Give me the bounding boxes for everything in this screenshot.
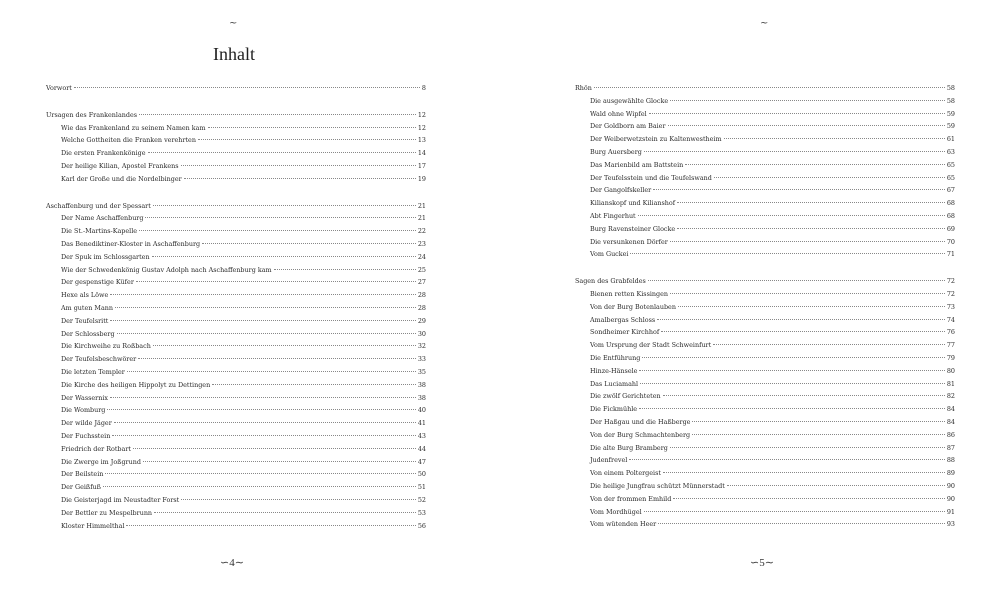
entry-title: Der Geißfuß [61, 483, 101, 492]
entry-page-number: 76 [946, 328, 955, 337]
dot-leader [714, 177, 945, 178]
toc-entry [575, 506, 955, 519]
toc-entry [575, 159, 955, 172]
dot-leader [640, 383, 945, 384]
toc-section [46, 109, 426, 186]
entry-title: Kilianskopf und Kilianshof [590, 199, 676, 208]
toc-entry [575, 301, 955, 314]
entry-page-number: 89 [946, 469, 955, 478]
entry-title: Die heilige Jungfrau schützt Münnerstadt [590, 481, 725, 490]
entry-title: Burg Auersberg [590, 147, 642, 156]
dot-leader [677, 202, 945, 203]
dot-leader [670, 447, 945, 448]
entry-page-number: 27 [417, 278, 426, 287]
dot-leader [212, 384, 416, 385]
dot-leader [114, 422, 416, 423]
toc-entry [575, 365, 955, 378]
entry-page-number: 72 [946, 277, 955, 286]
toc-left [46, 82, 426, 546]
toc-entry [46, 353, 426, 366]
entry-title: Wald ohne Wipfel [590, 109, 647, 118]
dot-leader [639, 370, 944, 371]
dot-leader [145, 217, 415, 218]
dot-leader [661, 331, 945, 332]
entry-page-number: 93 [946, 520, 955, 529]
entry-title: Die Geisterjagd im Neustadter Forst [61, 495, 180, 504]
dot-leader [154, 512, 416, 513]
entry-title: Die Entführung [590, 353, 641, 362]
entry-title: Bienen retten Kissingen [590, 289, 668, 298]
entry-page-number: 80 [946, 366, 955, 375]
page-number: ∽4∼ [220, 557, 244, 569]
entry-title: Von der Burg Schmachtenberg [590, 430, 691, 439]
dot-leader [657, 319, 945, 320]
entry-page-number: 82 [946, 392, 955, 401]
toc-entry [575, 352, 955, 365]
entry-title: Das Benediktiner-Kloster in Aschaffenburg [61, 239, 201, 248]
dot-leader [663, 472, 945, 473]
entry-title: Die St.-Martins-Kapelle [61, 227, 138, 236]
dot-leader [668, 125, 945, 126]
entry-page-number: 51 [417, 483, 426, 492]
entry-title: Von der frommen Emhild [590, 494, 672, 503]
entry-title: Von der Burg Botenlauben [590, 302, 676, 311]
entry-title: Der Haßgau und die Haßberge [590, 417, 691, 426]
dot-leader [152, 256, 416, 257]
entry-title: Friedrich der Rotbart [61, 444, 131, 453]
entry-page-number: 58 [946, 96, 955, 105]
toc-entry [575, 223, 955, 236]
entry-title: Die zwölf Gerichteten [590, 392, 661, 401]
toc-section [46, 200, 426, 533]
entry-title: Abt Fingerhut [590, 211, 636, 220]
entry-page-number: 44 [417, 444, 426, 453]
entry-page-number: 91 [946, 507, 955, 516]
entry-page-number: 59 [946, 109, 955, 118]
toc-section-heading [575, 82, 955, 95]
dot-leader [648, 280, 945, 281]
dot-leader [663, 395, 945, 396]
toc-entry [575, 326, 955, 339]
entry-title: Kloster Himmelthal [61, 521, 125, 530]
entry-page-number: 65 [946, 160, 955, 169]
entry-page-number: 30 [417, 329, 426, 338]
dot-leader [639, 408, 945, 409]
entry-page-number: 38 [417, 380, 426, 389]
toc-entry [575, 248, 955, 261]
dot-leader [112, 435, 416, 436]
entry-page-number: 74 [946, 315, 955, 324]
toc-entry [575, 480, 955, 493]
entry-page-number: 29 [417, 316, 426, 325]
toc-entry [46, 173, 426, 186]
toc-section-heading [46, 82, 426, 95]
toc-entry [46, 404, 426, 417]
entry-page-number: 23 [417, 239, 426, 248]
entry-title: Von einem Poltergeist [590, 469, 661, 478]
entry-page-number: 68 [946, 199, 955, 208]
entry-title: Die ausgewählte Glocke [590, 96, 669, 105]
dot-leader [670, 241, 945, 242]
entry-title: Die Kirchweihe zu Roßbach [61, 342, 151, 351]
dot-leader [133, 448, 416, 449]
entry-page-number: 12 [417, 123, 426, 132]
entry-title: Der Wassernix [61, 393, 108, 402]
toc-entry [575, 467, 955, 480]
entry-title: Am guten Mann [61, 303, 113, 312]
entry-page-number: 90 [946, 494, 955, 503]
entry-title: Die Zwerge im Joßgrund [61, 457, 141, 466]
toc-entry [46, 392, 426, 405]
dot-leader [127, 371, 416, 372]
entry-page-number: 61 [946, 135, 955, 144]
entry-title: Judenfrevel [590, 456, 628, 465]
dot-leader [670, 293, 945, 294]
dot-leader [649, 113, 945, 114]
toc-entry [575, 210, 955, 223]
entry-title: Die ersten Frankenkönige [61, 149, 146, 158]
entry-title: Der Fuchsstein [61, 431, 111, 440]
left-page [0, 0, 480, 600]
entry-page-number: 28 [417, 303, 426, 312]
dot-leader [110, 320, 415, 321]
entry-page-number: 69 [946, 224, 955, 233]
entry-page-number: 32 [417, 342, 426, 351]
toc-entry [46, 520, 426, 533]
dot-leader [136, 281, 416, 282]
entry-title: Hexe als Löwe [61, 291, 109, 300]
entry-page-number: 71 [946, 250, 955, 259]
toc-section [46, 82, 426, 95]
dot-leader [107, 409, 415, 410]
toc-section [575, 275, 955, 531]
toc-entry [575, 95, 955, 108]
entry-page-number: 41 [417, 419, 426, 428]
toc-entry [46, 147, 426, 160]
entry-page-number: 13 [417, 136, 426, 145]
dot-leader [153, 345, 416, 346]
toc-entry [575, 454, 955, 467]
toc-entry [575, 314, 955, 327]
dot-leader [629, 459, 945, 460]
dot-leader [630, 253, 944, 254]
entry-page-number: 22 [417, 227, 426, 236]
toc-entry [575, 339, 955, 352]
toc-right [575, 82, 955, 545]
page-number: ∽5∼ [750, 557, 774, 569]
entry-title: Die Womburg [61, 406, 106, 415]
entry-title: Die letzten Templer [61, 367, 125, 376]
entry-page-number: 53 [417, 508, 426, 517]
entry-page-number: 12 [417, 110, 426, 119]
toc-entry [46, 430, 426, 443]
entry-page-number: 21 [417, 214, 426, 223]
entry-page-number: 43 [417, 431, 426, 440]
dot-leader [653, 189, 945, 190]
toc-entry [575, 442, 955, 455]
dot-leader [727, 485, 945, 486]
toc-entry [46, 289, 426, 302]
toc-entry [575, 197, 955, 210]
dot-leader [115, 307, 416, 308]
entry-title: Vom Ursprung der Stadt Schweinfurt [590, 341, 712, 350]
entry-page-number: 73 [946, 302, 955, 311]
toc-entry [575, 184, 955, 197]
entry-title: Der Bettler zu Mespelbrunn [61, 508, 153, 517]
entry-page-number: 87 [946, 443, 955, 452]
toc-entry [46, 494, 426, 507]
dot-leader [594, 87, 945, 88]
entry-page-number: 63 [946, 147, 955, 156]
entry-title: Aschaffenburg und der Spessart [46, 201, 151, 210]
entry-title: Der Beilstein [61, 470, 104, 479]
entry-page-number: 58 [946, 84, 955, 92]
toc-entry [46, 251, 426, 264]
dot-leader [642, 357, 945, 358]
entry-page-number: 33 [417, 355, 426, 364]
toc-entry [575, 146, 955, 159]
toc-entry [575, 133, 955, 146]
dot-leader [677, 228, 945, 229]
entry-title: Der Gangolfskeller [590, 186, 652, 195]
entry-title: Burg Ravensteiner Glocke [590, 224, 676, 233]
toc-entry [575, 518, 955, 531]
entry-page-number: 86 [946, 430, 955, 439]
toc-entry [575, 416, 955, 429]
toc-entry [46, 238, 426, 251]
entry-page-number: 40 [417, 406, 426, 415]
toc-entry [46, 468, 426, 481]
dot-leader [103, 486, 416, 487]
toc-entry [46, 134, 426, 147]
entry-title: Der Goldborn am Baier [590, 122, 666, 131]
entry-title: Sondheimer Kirchhof [590, 328, 660, 337]
toc-entry [575, 288, 955, 301]
toc-entry [46, 212, 426, 225]
entry-page-number: 88 [946, 456, 955, 465]
toc-entry [575, 120, 955, 133]
entry-title: Vom Mordhügel [590, 507, 642, 516]
toc-entry [575, 390, 955, 403]
toc-entry [46, 366, 426, 379]
toc-entry [46, 160, 426, 173]
top-ornament: ~ [229, 18, 238, 29]
dot-leader [181, 165, 416, 166]
toc-entry [46, 340, 426, 353]
top-ornament: ~ [760, 18, 769, 29]
dot-leader [658, 523, 945, 524]
toc-entry [575, 429, 955, 442]
dot-leader [74, 87, 420, 88]
dot-leader [153, 205, 416, 206]
entry-title: Wie der Schwedenkönig Gustav Adolph nach Aschaffenburg kam [61, 265, 272, 274]
dot-leader [198, 139, 416, 140]
entry-title: Hinze-Hänsele [590, 366, 638, 375]
dot-leader [139, 230, 416, 231]
entry-title: Das Marienbild am Battstein [590, 160, 684, 169]
toc-entry [575, 403, 955, 416]
toc-entry [46, 481, 426, 494]
toc-entry [46, 122, 426, 135]
entry-title: Karl der Große und die Nordelbinger [61, 174, 182, 183]
toc-entry [575, 493, 955, 506]
toc-entry [46, 315, 426, 328]
dot-leader [644, 511, 945, 512]
toc-section-heading [46, 200, 426, 213]
entry-page-number: 84 [946, 417, 955, 426]
toc-entry [575, 172, 955, 185]
dot-leader [692, 434, 945, 435]
toc-entry [46, 456, 426, 469]
entry-page-number: 38 [417, 393, 426, 402]
dot-leader [670, 100, 945, 101]
dot-leader [105, 473, 416, 474]
entry-title: Die Fickmühle [590, 405, 638, 414]
toc-entry [46, 379, 426, 392]
entry-title: Der Teufelsstein und die Teufelswand [590, 173, 712, 182]
entry-title: Die versunkenen Dörfer [590, 237, 668, 246]
dot-leader [638, 215, 945, 216]
entry-title: Sagen des Grabfeldes [575, 277, 646, 286]
toc-entry [46, 507, 426, 520]
entry-title: Der gespenstige Küfer [61, 278, 134, 287]
entry-page-number: 67 [946, 186, 955, 195]
toc-entry [575, 378, 955, 391]
toc-entry [46, 276, 426, 289]
entry-page-number: 70 [946, 237, 955, 246]
entry-page-number: 79 [946, 353, 955, 362]
entry-title: Der Spuk im Schlossgarten [61, 252, 150, 261]
entry-title: Wie das Frankenland zu seinem Namen kam [61, 123, 206, 132]
entry-page-number: 68 [946, 211, 955, 220]
entry-page-number: 77 [946, 341, 955, 350]
entry-page-number: 90 [946, 481, 955, 490]
dot-leader [184, 178, 416, 179]
toc-entry [46, 443, 426, 456]
entry-title: Der Name Aschaffenburg [61, 214, 144, 223]
entry-page-number: 8 [421, 84, 426, 92]
entry-page-number: 56 [417, 521, 426, 530]
entry-title: Vom wütenden Heer [590, 520, 657, 529]
toc-section-heading [575, 275, 955, 288]
entry-title: Der Weiberwetzstein zu Kaltenwestheim [590, 135, 722, 144]
entry-page-number: 81 [946, 379, 955, 388]
dot-leader [126, 525, 415, 526]
entry-title: Die alte Burg Bramberg [590, 443, 668, 452]
entry-page-number: 19 [417, 174, 426, 183]
entry-title: Vorwort [46, 84, 72, 92]
dot-leader [692, 421, 944, 422]
dot-leader [724, 138, 945, 139]
entry-title: Der Teufelsbeschwörer [61, 355, 137, 364]
toc-entry [46, 264, 426, 277]
dot-leader [110, 397, 416, 398]
entry-page-number: 84 [946, 405, 955, 414]
toc-entry [46, 328, 426, 341]
toc-entry [575, 108, 955, 121]
entry-page-number: 50 [417, 470, 426, 479]
entry-title: Das Luciamahl [590, 379, 639, 388]
toc-entry [46, 417, 426, 430]
toc-entry [46, 302, 426, 315]
dot-leader [678, 306, 945, 307]
dot-leader [208, 127, 416, 128]
dot-leader [139, 114, 416, 115]
entry-title: Der Teufelsritt [61, 316, 109, 325]
dot-leader [143, 461, 416, 462]
dot-leader [110, 294, 416, 295]
toc-section [575, 82, 955, 261]
entry-page-number: 14 [417, 149, 426, 158]
dot-leader [685, 164, 945, 165]
dot-leader [644, 151, 945, 152]
entry-title: Der Schlossberg [61, 329, 115, 338]
entry-page-number: 28 [417, 291, 426, 300]
entry-page-number: 17 [417, 161, 426, 170]
entry-title: Welche Gottheiten die Franken verehrten [61, 136, 196, 145]
entry-page-number: 21 [417, 201, 426, 210]
entry-page-number: 65 [946, 173, 955, 182]
toc-entry [575, 236, 955, 249]
entry-page-number: 25 [417, 265, 426, 274]
entry-page-number: 59 [946, 122, 955, 131]
entry-page-number: 72 [946, 289, 955, 298]
dot-leader [117, 333, 416, 334]
toc-entry [46, 225, 426, 238]
right-page [520, 0, 999, 600]
toc-section-heading [46, 109, 426, 122]
dot-leader [148, 152, 416, 153]
entry-page-number: 52 [417, 495, 426, 504]
entry-page-number: 35 [417, 367, 426, 376]
page-title: Inhalt [213, 44, 255, 64]
entry-title: Amalbergas Schloss [590, 315, 656, 324]
dot-leader [713, 344, 945, 345]
dot-leader [181, 499, 416, 500]
entry-title: Der heilige Kilian, Apostel Frankens [61, 161, 179, 170]
entry-title: Rhön [575, 84, 592, 92]
dot-leader [138, 358, 416, 359]
entry-page-number: 24 [417, 252, 426, 261]
dot-leader [673, 498, 945, 499]
entry-title: Vom Guckei [590, 250, 629, 259]
entry-page-number: 47 [417, 457, 426, 466]
dot-leader [274, 269, 416, 270]
dot-leader [202, 243, 416, 244]
entry-title: Die Kirche des heiligen Hippolyt zu Dettingen [61, 380, 211, 389]
entry-title: Der wilde Jäger [61, 419, 112, 428]
entry-title: Ursagen des Frankenlandes [46, 110, 138, 119]
